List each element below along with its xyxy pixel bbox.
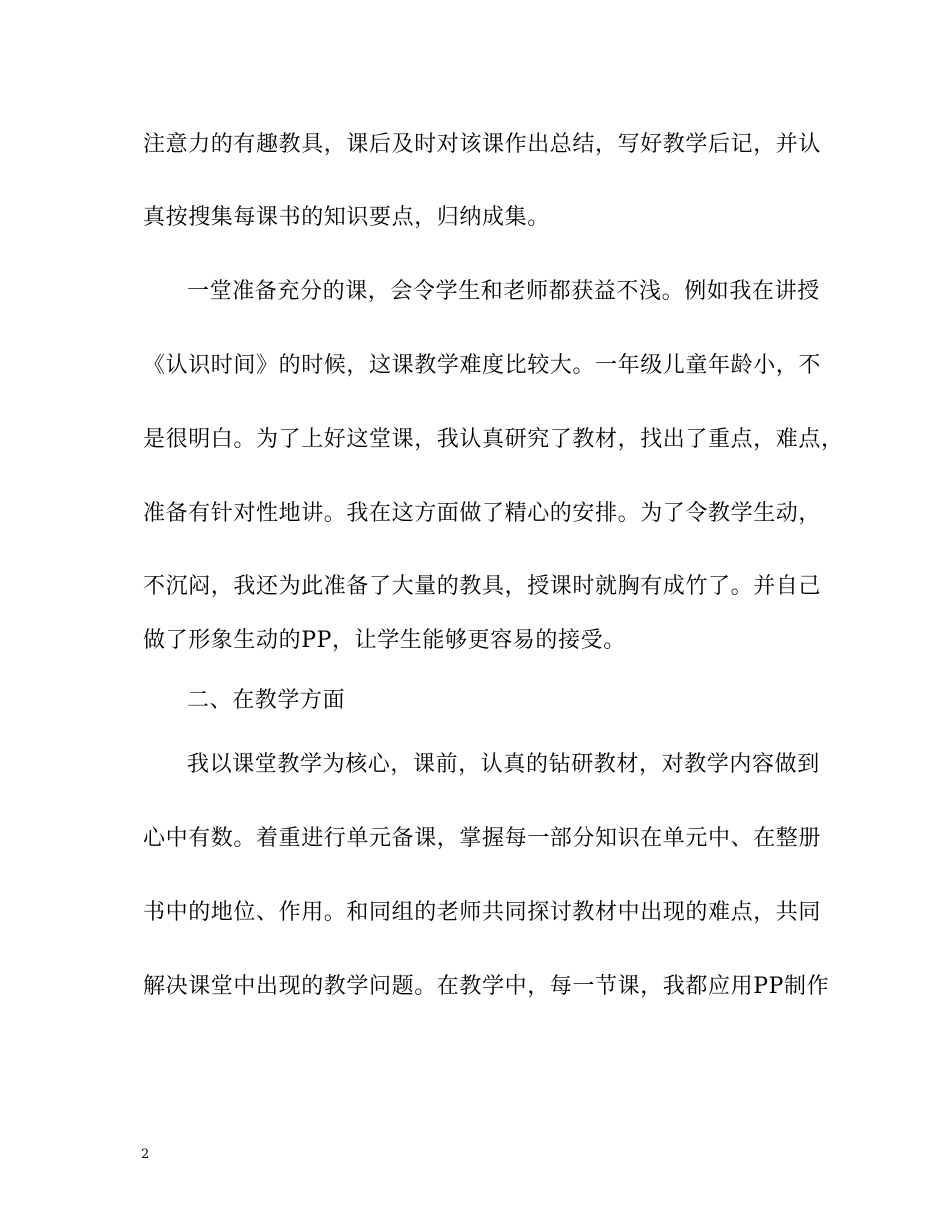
text-line: 解决课堂中出现的教学问题。在教学中，每一节课，我都应用PP制作: [143, 974, 830, 999]
text-line: 准备有针对性地讲。我在这方面做了精心的安排。为了令教学生动，: [143, 501, 822, 526]
section-heading: 二、在教学方面: [187, 688, 346, 713]
text-line: 书中的地位、作用。和同组的老师共同探讨教材中出现的难点，共同: [143, 900, 822, 925]
text-line: 做了形象生动的PP，让学生能够更容易的接受。: [143, 628, 626, 653]
text-line: 心中有数。着重进行单元备课，掌握每一部分知识在单元中、在整册: [143, 826, 822, 851]
text-line: 我以课堂教学为核心，课前，认真的钻研教材，对教学内容做到: [187, 752, 820, 777]
text-line: 注意力的有趣教具，课后及时对该课作出总结，写好教学后记，并认: [143, 132, 822, 157]
page-number: 2: [141, 1147, 150, 1162]
text-line: 一堂准备充分的课，会令学生和老师都获益不浅。例如我在讲授: [187, 279, 820, 304]
text-line: 真按搜集每课书的知识要点，归纳成集。: [143, 205, 550, 230]
text-line: 不沉闷，我还为此准备了大量的教具，授课时就胸有成竹了。并自己: [143, 574, 822, 599]
text-line: 是很明白。为了上好这堂课，我认真研究了教材，找出了重点，难点，: [143, 427, 844, 452]
text-line: 《认识时间》的时候，这课教学难度比较大。一年级儿童年龄小，不: [143, 353, 822, 378]
